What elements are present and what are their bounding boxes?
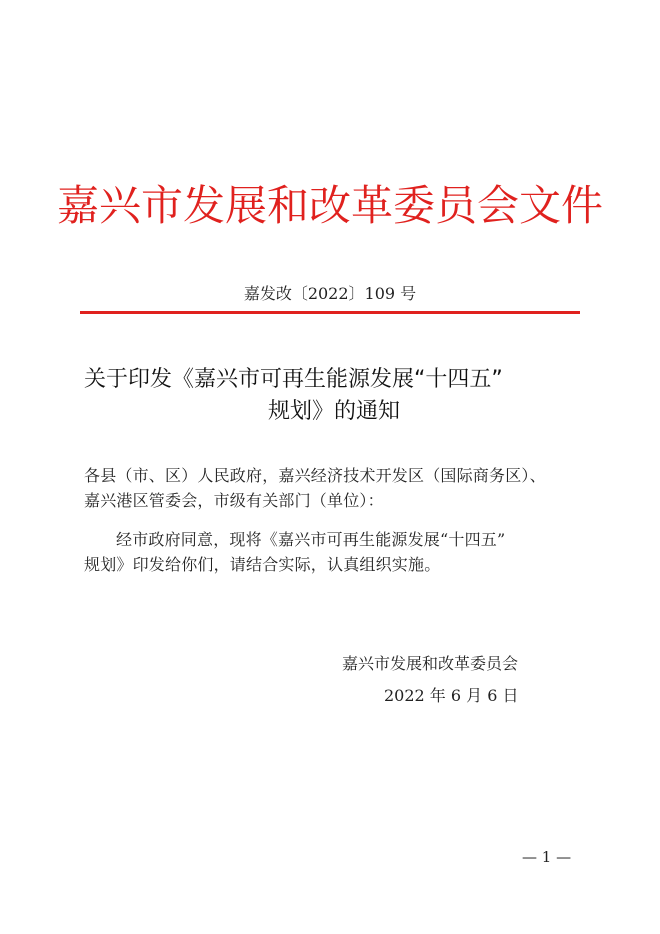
addressee-line-2: 嘉兴港区管委会，市级有关部门（单位）： [84, 491, 384, 510]
issuing-authority-header: 嘉兴市发展和改革委员会文件 [56, 181, 603, 230]
addressee-line-1: 各县（市、区）人民政府，嘉兴经济技术开发区（国际商务区）、 [84, 466, 546, 485]
page-number: — 1 — [522, 848, 572, 866]
document-title-line-2: 规划》的通知 [267, 399, 400, 424]
addressee-block [84, 463, 584, 513]
document-number: 嘉发改〔2022〕109 号 [243, 284, 417, 303]
signature-organization: 嘉兴市发展和改革委员会 [342, 654, 519, 673]
body-paragraph [84, 527, 584, 577]
document-title-line-1: 关于印发《嘉兴市可再生能源发展“十四五” [84, 367, 503, 392]
body-line-1: 经市政府同意，现将《嘉兴市可再生能源发展“十四五” [116, 530, 506, 549]
red-divider-line [80, 311, 580, 314]
body-line-2: 规划》印发给你们，请结合实际，认真组织实施。 [84, 555, 441, 574]
document-title [84, 364, 584, 428]
signature-date: 2022 年 6 月 6 日 [384, 686, 519, 705]
